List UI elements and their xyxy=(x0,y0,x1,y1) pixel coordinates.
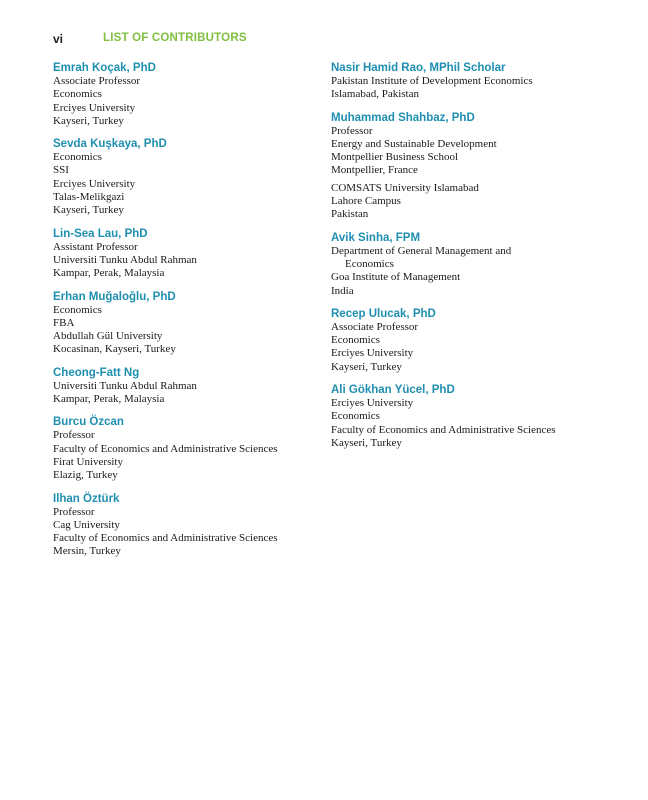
page-number: vi xyxy=(53,32,64,46)
affiliation-line: Islamabad, Pakistan xyxy=(331,88,419,101)
affiliation-line: Energy and Sustainable Development xyxy=(331,137,497,150)
affiliation-line: Economics xyxy=(53,151,102,164)
contributor-entry xyxy=(331,111,631,222)
affiliation-line: Economics xyxy=(331,334,380,347)
contributor-name: Lin-Sea Lau, PhD xyxy=(53,227,148,240)
affiliation-line: Montpellier Business School xyxy=(331,151,459,164)
contributor-entry xyxy=(331,307,631,374)
section-title: LIST OF CONTRIBUTORS xyxy=(103,32,247,44)
contributor-entry xyxy=(53,227,313,281)
affiliation-line: Assistant Professor xyxy=(53,240,138,253)
affiliation-line: Goa Institute of Management xyxy=(331,271,461,284)
affiliation-line: Kayseri, Turkey xyxy=(331,436,402,449)
affiliation-line: India xyxy=(331,284,354,297)
contributor-entry xyxy=(331,231,631,298)
affiliation-line: Universiti Tunku Abdul Rahman xyxy=(53,379,197,392)
contributor-name: Avik Sinha, FPM xyxy=(331,231,421,244)
affiliation-line: Kampar, Perak, Malaysia xyxy=(53,267,165,280)
affiliation-line: Elazig, Turkey xyxy=(53,469,118,482)
contributor-name: Ali Gökhan Yücel, PhD xyxy=(331,384,455,397)
affiliation-line: Faculty of Economics and Administrative Sciences xyxy=(53,532,278,545)
contributor-name: Erhan Muğaloğlu, PhD xyxy=(53,290,176,303)
affiliation-line: Kayseri, Turkey xyxy=(53,204,124,217)
contributor-name: Burcu Özcan xyxy=(53,416,124,429)
contributor-name: Ilhan Öztürk xyxy=(53,492,120,505)
affiliation-line: Kayseri, Turkey xyxy=(331,360,402,373)
affiliation-line: Department of General Management and xyxy=(331,244,512,257)
affiliation-line: Abdullah Gül University xyxy=(53,330,163,343)
affiliation-line: Kampar, Perak, Malaysia xyxy=(53,393,165,406)
contributors-left-column xyxy=(53,61,313,568)
affiliation-line: Economics xyxy=(53,303,102,316)
affiliation-line: Associate Professor xyxy=(331,320,419,333)
affiliation-line: Faculty of Economics and Administrative Sciences xyxy=(53,442,278,455)
affiliation-line: COMSATS University Islamabad xyxy=(331,181,479,194)
contributor-name: Nasir Hamid Rao, MPhil Scholar xyxy=(331,62,506,74)
contributor-entry xyxy=(53,290,313,357)
affiliation-line: Kocasinan, Kayseri, Turkey xyxy=(53,343,176,356)
affiliation-line: FBA xyxy=(53,316,75,329)
contributor-name: Cheong-Fatt Ng xyxy=(53,366,140,379)
affiliation-line: Professor xyxy=(53,505,95,518)
contributor-entry xyxy=(53,137,313,217)
affiliation-line: Faculty of Economics and Administrative Sciences xyxy=(331,423,556,436)
contributor-entry xyxy=(53,61,313,128)
affiliation-line: Economics xyxy=(331,410,380,423)
contributors-right-column xyxy=(331,61,631,459)
affiliation-line: Erciyes University xyxy=(331,397,414,410)
affiliation-line: Professor xyxy=(53,429,95,442)
affiliation-line: Lahore Campus xyxy=(331,195,401,208)
affiliation-line: Professor xyxy=(331,124,373,137)
affiliation-line: Pakistan Institute of Development Economics xyxy=(331,75,533,87)
contributor-name: Muhammad Shahbaz, PhD xyxy=(331,111,475,124)
affiliation-line: Pakistan xyxy=(331,208,369,221)
affiliation-line: Kayseri, Turkey xyxy=(53,114,124,127)
contributor-name: Recep Ulucak, PhD xyxy=(331,307,436,320)
affiliation-line: Economics xyxy=(53,88,102,101)
affiliation-line: Universiti Tunku Abdul Rahman xyxy=(53,253,197,266)
contributor-name: Sevda Kuşkaya, PhD xyxy=(53,138,167,151)
affiliation-line: Erciyes University xyxy=(53,177,136,190)
contributor-entry xyxy=(53,415,313,482)
contributor-entry xyxy=(53,366,313,407)
affiliation-line: Cag University xyxy=(53,518,120,531)
affiliation-line: Erciyes University xyxy=(331,347,414,360)
affiliation-line: SSI xyxy=(53,164,69,177)
contributor-entry xyxy=(331,61,631,102)
affiliation-line-continued: Economics xyxy=(345,257,394,270)
affiliation-line: Talas-Melikgazi xyxy=(53,191,125,204)
affiliation-line: Firat University xyxy=(53,455,123,468)
contributor-name: Emrah Koçak, PhD xyxy=(53,62,156,74)
contributor-entry xyxy=(53,492,313,559)
affiliation-line: Associate Professor xyxy=(53,75,141,87)
affiliation-line: Montpellier, France xyxy=(331,164,418,177)
affiliation-line: Mersin, Turkey xyxy=(53,545,121,558)
contributor-entry xyxy=(331,383,631,450)
affiliation-line: Erciyes University xyxy=(53,101,136,114)
